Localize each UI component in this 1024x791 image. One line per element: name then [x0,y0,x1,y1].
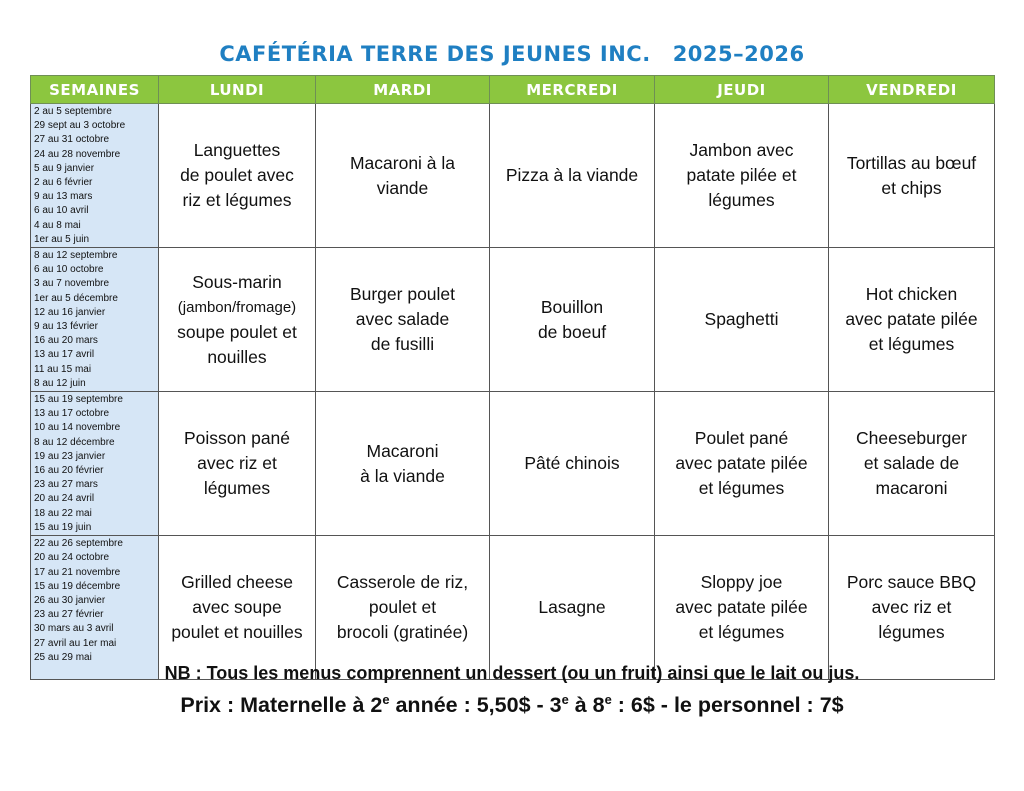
header-wednesday: MERCREDI [490,76,655,104]
menu-row [31,392,995,536]
meal-line: Pizza à la viande [505,165,639,186]
week-range: 23 au 27 mars [34,479,98,491]
meal-cell-thursday [655,248,829,392]
meal-line: patate pilée et [686,165,797,186]
meal-cell-wednesday [490,536,655,680]
meal-line: et légumes [868,334,955,355]
meal-line: de poulet avec [180,165,294,186]
meal-line: Hot chicken [865,284,958,305]
meal-line: légumes [878,622,945,643]
week-range: 8 au 12 décembre [34,436,115,448]
school-year: 2025–2026 [672,42,805,66]
weeks-cell [31,392,159,536]
week-range: 20 au 24 avril [34,493,95,505]
week-range: 22 au 26 septembre [34,538,123,550]
meal-line: Grilled cheese [181,572,293,593]
meal-line: à la viande [360,465,445,486]
week-range: 10 au 14 novembre [34,422,121,434]
menu-note: NB : Tous les menus comprennent un dessert (ou un fruit) ainsi que le lait ou jus. [164,663,860,683]
meal-line: et légumes [698,622,785,643]
meal-line: Porc sauce BBQ [846,572,977,593]
header-weeks: SEMAINES [31,76,159,104]
price-sup-1: e [382,692,390,707]
week-range: 6 au 10 octobre [34,264,104,276]
meal-cell-tuesday [316,104,490,248]
price-part-1: Prix : Maternelle à 2 [180,693,383,718]
meal-cell-wednesday [490,392,655,536]
week-range: 3 au 7 novembre [34,278,110,290]
header-row [31,76,995,104]
price-part-2: année : 5,50$ - 3 [389,693,562,718]
week-range: 29 sept au 3 octobre [34,120,126,132]
week-range: 9 au 13 février [34,321,98,333]
week-range: 1er au 5 juin [34,233,90,245]
price-sup-3: e [604,692,612,707]
meal-cell-friday [829,248,995,392]
header-friday: VENDREDI [829,76,995,104]
week-range: 9 au 13 mars [34,191,93,203]
week-range: 25 au 29 mai [34,651,92,663]
header-tuesday: MARDI [316,76,490,104]
week-range: 27 au 31 octobre [34,134,110,146]
meal-cell-thursday [655,536,829,680]
meal-line: légumes [203,478,271,499]
meal-line: macaroni [875,478,948,499]
meal-line: de fusilli [370,334,435,355]
week-range: 15 au 19 juin [34,521,92,533]
week-range: 11 au 15 mai [34,363,92,375]
meal-line: avec patate pilée [845,309,978,330]
meal-line: Macaroni à la [349,152,456,173]
menu-row [31,248,995,392]
meal-line: avec patate pilée [675,597,808,618]
meal-line: Languettes [193,140,281,161]
meal-cell-monday [159,392,316,536]
meal-cell-tuesday [316,536,490,680]
meal-cell-friday [829,536,995,680]
meal-line: Lasagne [538,597,606,618]
week-range: 2 au 6 février [34,177,93,189]
meal-line: et salade de [863,453,960,474]
meal-line: Bouillon [540,296,604,317]
meal-line: et chips [881,177,942,198]
meal-cell-tuesday [316,248,490,392]
meal-line: avec riz et [871,597,952,618]
meal-line: Cheeseburger [856,428,967,449]
meal-cell-friday [829,392,995,536]
week-range: 26 au 30 janvier [34,594,106,606]
menu-body [31,104,995,680]
meal-line: de boeuf [537,321,607,342]
weeks-cell [31,104,159,248]
meal-line: Tortillas au bœuf [846,152,977,173]
week-range: 16 au 20 mars [34,335,98,347]
meal-line: avec salade [355,309,450,330]
meal-cell-monday [159,104,316,248]
meal-line: et légumes [698,478,785,499]
meal-cell-monday [159,248,316,392]
meal-line: avec soupe [192,597,282,618]
meal-cell-monday [159,536,316,680]
meal-line: Sous-marin [192,271,282,292]
meal-line: soupe poulet et [177,321,297,342]
week-range: 24 au 28 novembre [34,148,121,160]
weeks-cell [31,248,159,392]
week-range: 30 mars au 3 avril [34,623,114,635]
header-thursday: JEUDI [655,76,829,104]
price-part-4: : 6$ - le personnel : 7$ [611,693,844,718]
week-range: 15 au 19 décembre [34,580,121,592]
week-range: 13 au 17 octobre [34,408,110,420]
meal-line: Jambon avec [689,140,794,161]
meal-line: poulet et [368,597,437,618]
week-range: 6 au 10 avril [34,205,89,217]
page-title [0,42,1024,66]
week-range: 8 au 12 juin [34,377,86,389]
week-range: 1er au 5 décembre [34,292,118,304]
meal-line: (jambon/fromage) [177,298,297,316]
meal-line: Spaghetti [704,309,779,330]
meal-line: Pâté chinois [524,453,620,474]
meal-line: Casserole de riz, [336,572,469,593]
meal-line: Poisson pané [183,428,291,449]
week-range: 16 au 20 février [34,465,104,477]
meal-line: Poulet pané [694,428,789,449]
menu-row [31,536,995,680]
week-range: 23 au 27 février [34,609,104,621]
meal-line: Sloppy joe [700,572,783,593]
meal-line: légumes [708,190,775,211]
week-range: 17 au 21 novembre [34,566,121,578]
meal-line: poulet et nouilles [171,622,303,643]
meal-line: nouilles [207,346,267,367]
meal-line: avec riz et [197,453,277,474]
meal-cell-tuesday [316,392,490,536]
week-range: 5 au 9 janvier [34,162,95,174]
meal-cell-friday [829,104,995,248]
price-sup-2: e [561,692,569,707]
week-range: 13 au 17 avril [34,349,95,361]
week-range: 20 au 24 octobre [34,552,110,564]
meal-line: Burger poulet [349,284,456,305]
week-range: 27 avril au 1er mai [34,637,117,649]
week-range: 12 au 16 janvier [34,306,106,318]
menu-table [30,75,995,680]
week-range: 2 au 5 septembre [34,106,112,117]
meal-line: viande [376,177,429,198]
week-range: 4 au 8 mai [34,219,81,231]
meal-line: brocoli (gratinée) [336,622,469,643]
week-range: 19 au 23 janvier [34,450,106,462]
weeks-cell [31,536,159,680]
meal-line: Macaroni [366,440,439,461]
cafeteria-name: CAFÉTÉRIA TERRE DES JEUNES INC. [219,42,651,66]
price-part-3: à 8 [568,693,605,718]
header-monday: LUNDI [159,76,316,104]
meal-cell-thursday [655,104,829,248]
meal-line: avec patate pilée [675,453,808,474]
price-line [0,692,1024,718]
menu-row [31,104,995,248]
meal-line: riz et légumes [182,190,292,211]
meal-cell-wednesday [490,104,655,248]
meal-cell-thursday [655,392,829,536]
week-range: 8 au 12 septembre [34,250,118,262]
week-range: 18 au 22 mai [34,507,92,519]
meal-cell-wednesday [490,248,655,392]
week-range: 15 au 19 septembre [34,394,123,406]
